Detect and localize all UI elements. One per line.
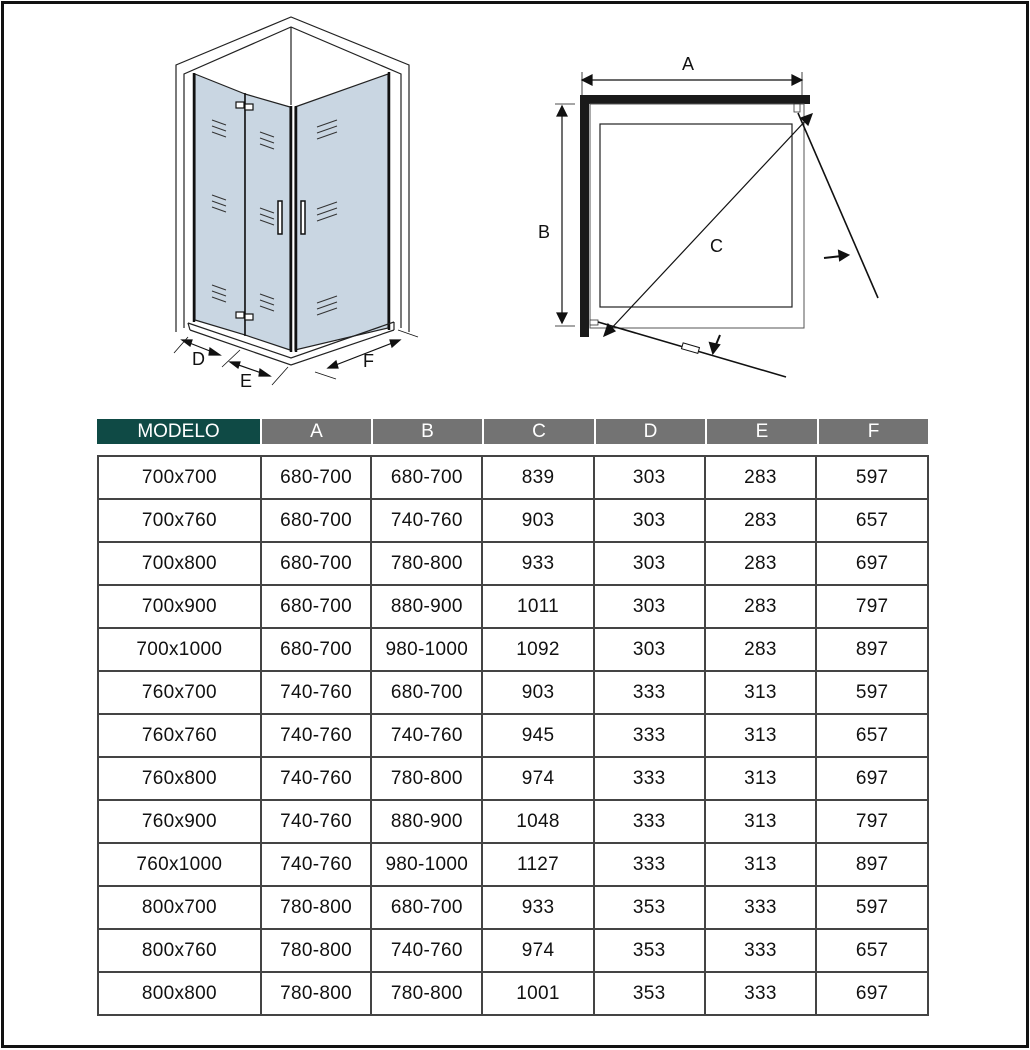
cell-d: 303	[594, 499, 705, 542]
cell-f: 797	[816, 585, 928, 628]
cell-b: 780-800	[371, 757, 482, 800]
cell-c: 1048	[482, 800, 594, 843]
dimension-label-a: A	[682, 54, 695, 74]
cell-a: 680-700	[261, 585, 372, 628]
cell-a: 680-700	[261, 499, 372, 542]
cell-modelo: 800x700	[98, 886, 261, 929]
header-modelo: MODELO	[97, 419, 260, 444]
cell-b: 780-800	[371, 972, 482, 1015]
cell-f: 797	[816, 800, 928, 843]
cell-e: 283	[705, 499, 817, 542]
cell-modelo: 760x800	[98, 757, 261, 800]
cell-modelo: 760x1000	[98, 843, 261, 886]
table-row	[98, 757, 928, 800]
cell-e: 333	[705, 929, 817, 972]
cell-b: 680-700	[371, 886, 482, 929]
table-row	[98, 456, 928, 499]
cell-f: 697	[816, 542, 928, 585]
cell-d: 303	[594, 585, 705, 628]
header-f: F	[817, 419, 928, 444]
cell-e: 313	[705, 671, 817, 714]
cell-a: 740-760	[261, 757, 372, 800]
cell-f: 597	[816, 886, 928, 929]
dimension-label-e: E	[240, 371, 253, 390]
dimension-label-c: C	[710, 236, 723, 256]
shower-enclosure-illustration	[160, 10, 430, 390]
cell-f: 697	[816, 972, 928, 1015]
header-a: A	[260, 419, 371, 444]
cell-e: 333	[705, 886, 817, 929]
cell-d: 333	[594, 714, 705, 757]
cell-c: 974	[482, 929, 594, 972]
cell-modelo: 800x800	[98, 972, 261, 1015]
glass-panel-center	[245, 94, 290, 350]
table-row	[98, 800, 928, 843]
header-e: E	[705, 419, 817, 444]
cell-a: 740-760	[261, 843, 372, 886]
cell-d: 303	[594, 542, 705, 585]
cell-c: 839	[482, 456, 594, 499]
cell-e: 313	[705, 800, 817, 843]
cell-d: 333	[594, 671, 705, 714]
dimension-a	[582, 72, 802, 95]
cell-b: 980-1000	[371, 628, 482, 671]
dimension-label-d: D	[192, 349, 205, 369]
cell-e: 333	[705, 972, 817, 1015]
door-swing-lines	[598, 113, 878, 377]
cell-modelo: 700x1000	[98, 628, 261, 671]
cell-modelo: 700x700	[98, 456, 261, 499]
dimension-c	[604, 114, 812, 336]
door-handle-icon	[681, 343, 699, 353]
cell-c: 1092	[482, 628, 594, 671]
cell-modelo: 760x760	[98, 714, 261, 757]
cell-d: 303	[594, 456, 705, 499]
cell-c: 903	[482, 671, 594, 714]
cell-modelo: 700x900	[98, 585, 261, 628]
cell-e: 313	[705, 757, 817, 800]
cell-e: 283	[705, 456, 817, 499]
cell-e: 283	[705, 585, 817, 628]
cell-b: 980-1000	[371, 843, 482, 886]
table-row	[98, 628, 928, 671]
table-row	[98, 499, 928, 542]
cell-f: 897	[816, 628, 928, 671]
header-b: B	[371, 419, 482, 444]
table-row	[98, 542, 928, 585]
open-direction-arrows	[710, 251, 848, 353]
cell-modelo: 700x800	[98, 542, 261, 585]
header-d: D	[594, 419, 705, 444]
cell-d: 333	[594, 757, 705, 800]
wall-left	[580, 95, 589, 337]
cell-a: 740-760	[261, 671, 372, 714]
cell-c: 1127	[482, 843, 594, 886]
cell-f: 657	[816, 714, 928, 757]
cell-c: 974	[482, 757, 594, 800]
plan-view-diagram	[530, 40, 900, 390]
tray-inner	[600, 124, 792, 307]
cell-a: 780-800	[261, 886, 372, 929]
cell-d: 353	[594, 972, 705, 1015]
cell-a: 740-760	[261, 714, 372, 757]
cell-modelo: 700x760	[98, 499, 261, 542]
wall-top	[580, 95, 810, 104]
cell-b: 680-700	[371, 671, 482, 714]
dimension-label-f: F	[363, 351, 374, 371]
cell-c: 1011	[482, 585, 594, 628]
dimension-label-b: B	[538, 222, 551, 242]
cell-a: 680-700	[261, 456, 372, 499]
cell-d: 353	[594, 886, 705, 929]
cell-e: 313	[705, 714, 817, 757]
glass-panel-left	[195, 74, 245, 335]
cell-f: 657	[816, 929, 928, 972]
cell-b: 880-900	[371, 800, 482, 843]
cell-a: 780-800	[261, 972, 372, 1015]
cell-d: 333	[594, 843, 705, 886]
cell-e: 283	[705, 628, 817, 671]
tray-outline	[590, 104, 804, 328]
table-row	[98, 972, 928, 1015]
dimension-b	[555, 104, 575, 326]
table-row	[98, 843, 928, 886]
header-c: C	[482, 419, 594, 444]
table-row	[98, 671, 928, 714]
cell-c: 903	[482, 499, 594, 542]
cell-a: 680-700	[261, 628, 372, 671]
cell-f: 597	[816, 671, 928, 714]
cell-b: 780-800	[371, 542, 482, 585]
cell-c: 1001	[482, 972, 594, 1015]
table-row	[98, 585, 928, 628]
cell-c: 945	[482, 714, 594, 757]
table-row	[98, 714, 928, 757]
cell-b: 740-760	[371, 714, 482, 757]
cell-modelo: 760x900	[98, 800, 261, 843]
cell-a: 780-800	[261, 929, 372, 972]
cell-modelo: 800x760	[98, 929, 261, 972]
table-row	[98, 886, 928, 929]
cell-e: 283	[705, 542, 817, 585]
cell-d: 353	[594, 929, 705, 972]
dimensions-table	[97, 455, 929, 1016]
cell-f: 597	[816, 456, 928, 499]
cell-b: 740-760	[371, 499, 482, 542]
glass-panel-right	[295, 74, 388, 350]
cell-b: 680-700	[371, 456, 482, 499]
cell-c: 933	[482, 542, 594, 585]
cell-e: 313	[705, 843, 817, 886]
cell-a: 680-700	[261, 542, 372, 585]
cell-modelo: 760x700	[98, 671, 261, 714]
cell-f: 697	[816, 757, 928, 800]
table-row	[98, 929, 928, 972]
cell-f: 897	[816, 843, 928, 886]
cell-a: 740-760	[261, 800, 372, 843]
cell-d: 303	[594, 628, 705, 671]
cell-c: 933	[482, 886, 594, 929]
cell-b: 880-900	[371, 585, 482, 628]
cell-f: 657	[816, 499, 928, 542]
cell-d: 333	[594, 800, 705, 843]
cell-b: 740-760	[371, 929, 482, 972]
